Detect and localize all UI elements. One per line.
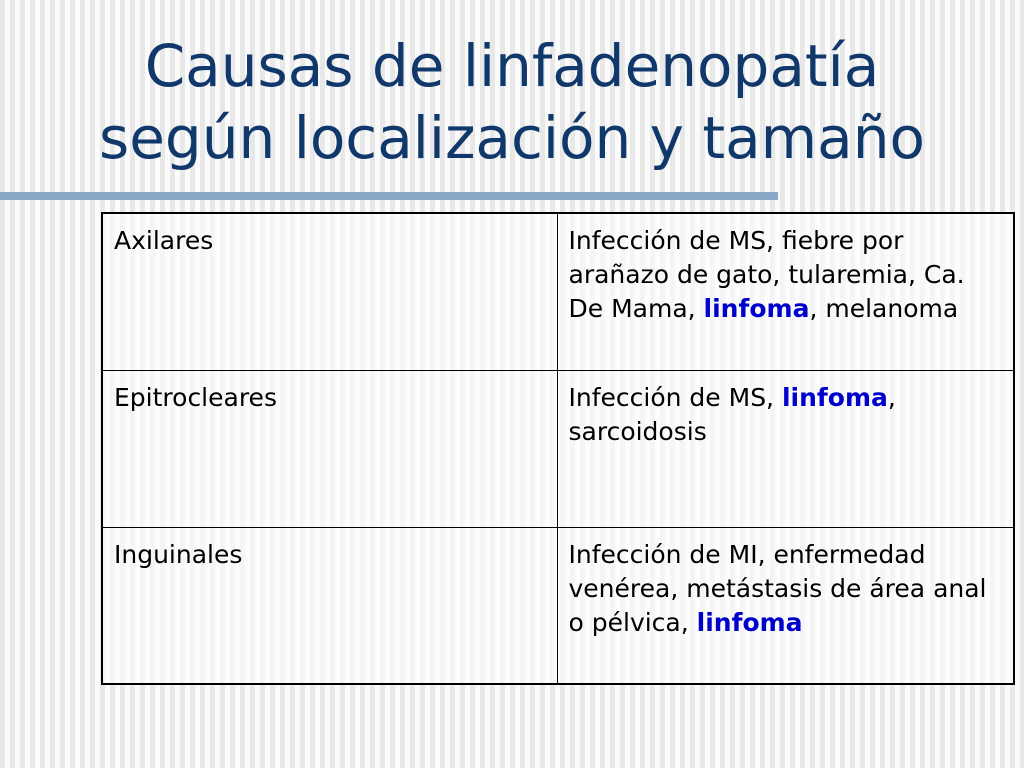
- table-row-inguinales: [102, 527, 1014, 684]
- cause-highlight: linfoma: [781, 382, 888, 412]
- location-cell: Epitrocleares: [102, 370, 557, 527]
- cause-text: , melanoma: [809, 294, 959, 323]
- causes-table: [101, 212, 1015, 685]
- cause-highlight: linfoma: [703, 294, 810, 323]
- table-row-axilares: [102, 213, 1014, 370]
- title-divider: [0, 192, 778, 200]
- cause-text: , sarcoidosis: [568, 382, 896, 446]
- slide-title: [0, 30, 1024, 174]
- cause-text: Infección de MS, fiebre por arañazo de gato, tularemia, Ca. De Mama,: [568, 226, 965, 323]
- causes-cell: [557, 213, 1014, 370]
- cause-text: Infección de MI, enfermedad venérea, metástasis de área anal o pélvica,: [568, 539, 987, 637]
- causes-cell: [557, 370, 1014, 527]
- causes-cell: [557, 527, 1014, 684]
- cause-highlight: linfoma: [696, 607, 803, 637]
- location-cell: Inguinales: [102, 527, 557, 684]
- location-cell: Axilares: [102, 213, 557, 370]
- slide-title-line-1: Causas de linfadenopatía: [144, 32, 880, 100]
- slide-title-line-2: según localización y tamaño: [99, 104, 925, 172]
- cause-text: Infección de MS,: [568, 382, 782, 412]
- table-row-epitrocleares: [102, 370, 1014, 527]
